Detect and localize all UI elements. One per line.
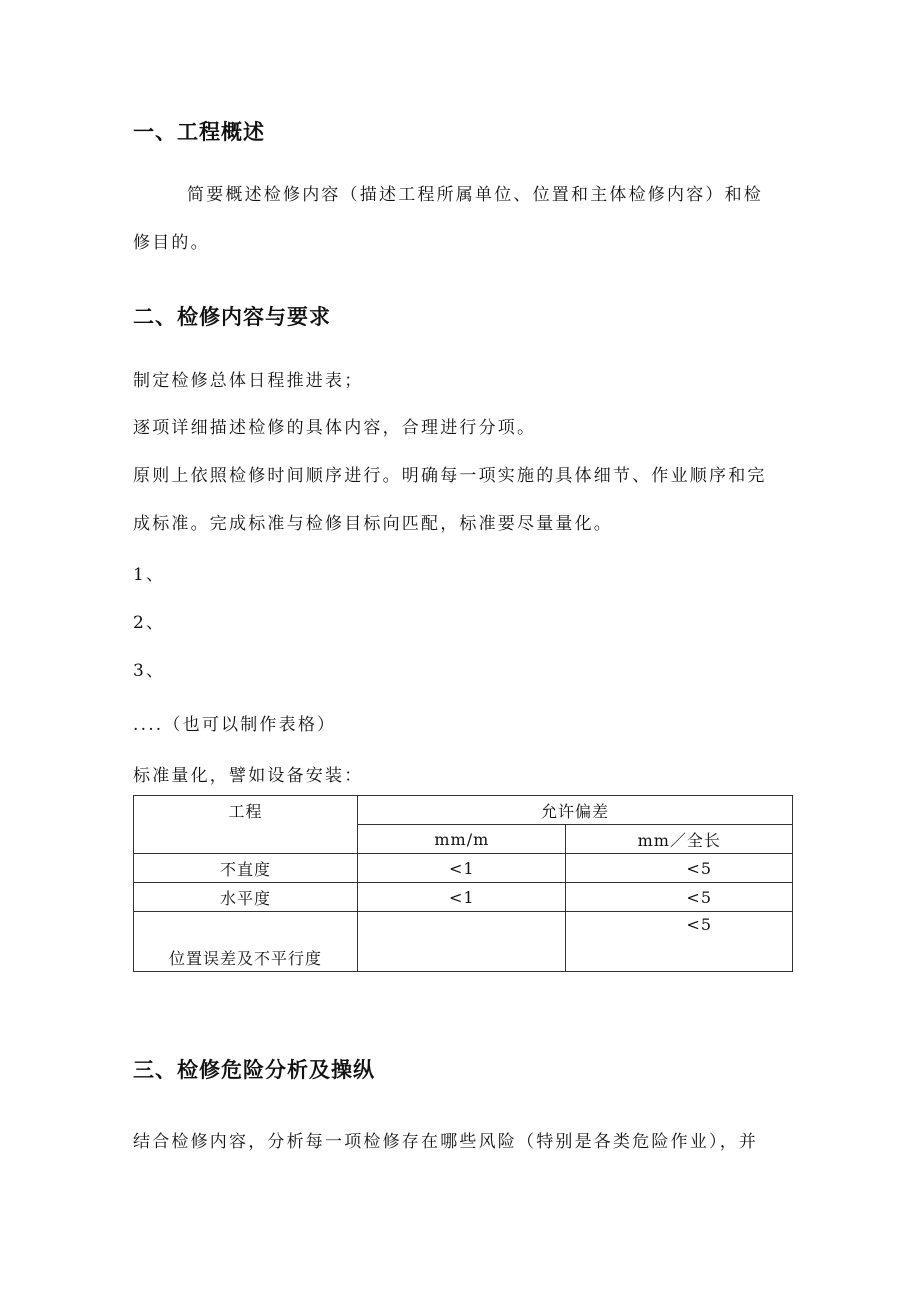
example-label: 标准量化，譬如设备安装： [133, 766, 364, 786]
section-3-paragraph-line-1: 结合检修内容，分析每一项检修存在哪些风险（特别是各类危险作业），并 [133, 1132, 759, 1152]
section-1-heading: 一、工程概述 [133, 120, 265, 144]
table-cell-name: 不直度 [134, 854, 358, 883]
table-row [134, 854, 793, 883]
section-3-heading: 三、检修危险分析及操纵 [133, 1058, 375, 1082]
table-header-project: 工程 [134, 796, 358, 854]
more-items-note: ....（也可以制作表格） [133, 715, 337, 735]
table-subheader-per-meter: mm/m [358, 825, 566, 854]
table-cell-per-m [358, 912, 566, 972]
list-item-1: 1、 [133, 565, 166, 585]
section-1-paragraph-line-1: 简要概述检修内容（描述工程所属单位、位置和主体检修内容）和检 [187, 185, 763, 205]
tolerance-table [133, 795, 793, 972]
list-item-3: 3、 [133, 661, 166, 681]
table-header-tolerance: 允许偏差 [358, 796, 793, 825]
table-subheader-full-length: mm／全长 [566, 825, 793, 854]
table-cell-name: 位置误差及不平行度 [134, 912, 358, 972]
section-2-line-2: 逐项详细描述检修的具体内容，合理进行分项。 [133, 418, 537, 438]
list-item-2: 2、 [133, 613, 166, 633]
table-cell-name: 水平度 [134, 883, 358, 912]
table-cell-full: <5 [566, 912, 793, 972]
table-row [134, 883, 793, 912]
section-2-line-3a: 原则上依照检修时间顺序进行。明确每一项实施的具体细节、作业顺序和完 [133, 466, 767, 486]
section-2-line-3b: 成标准。完成标准与检修目标向匹配，标准要尽量量化。 [133, 514, 613, 534]
table-cell-per-m: <1 [358, 854, 566, 883]
section-2-heading: 二、检修内容与要求 [133, 305, 331, 329]
table-row [134, 912, 793, 972]
section-2-line-1: 制定检修总体日程推进表； [133, 371, 364, 391]
section-1-paragraph-line-2: 修目的。 [133, 233, 210, 253]
table-cell-full: <5 [566, 854, 793, 883]
table-cell-full: <5 [566, 883, 793, 912]
table-cell-per-m: <1 [358, 883, 566, 912]
